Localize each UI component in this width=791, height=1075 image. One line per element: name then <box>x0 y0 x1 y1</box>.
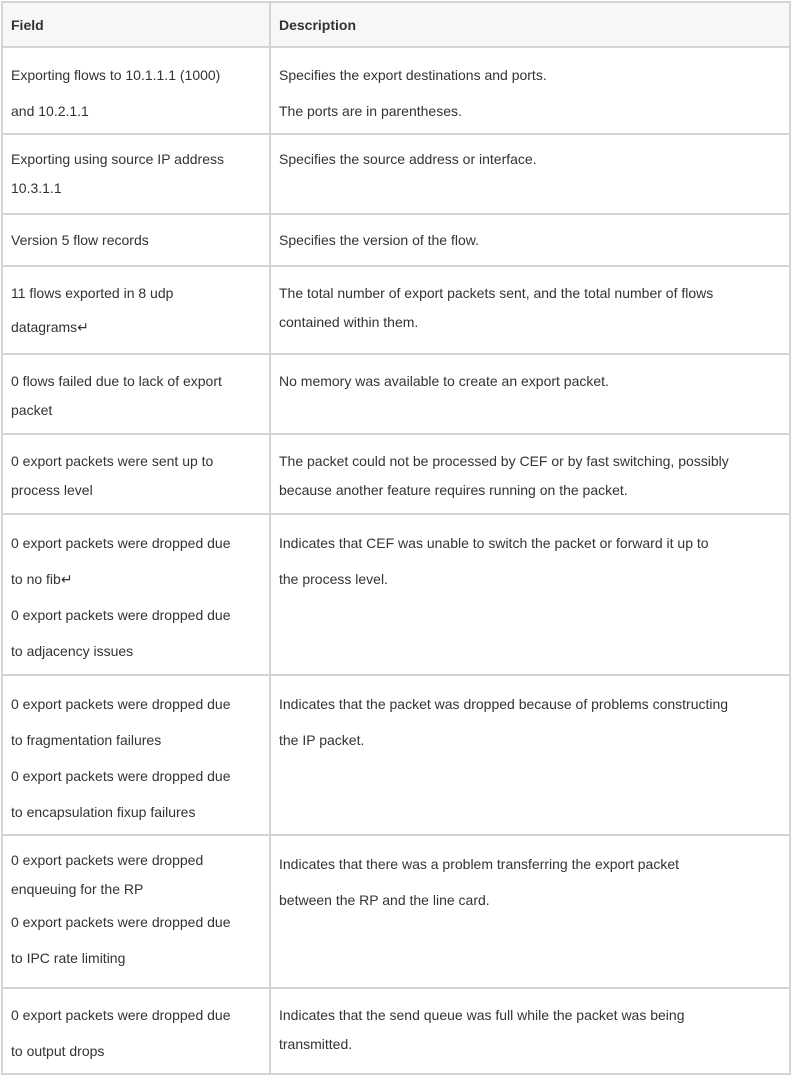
table-row <box>2 266 790 354</box>
field-header: Field <box>2 2 270 47</box>
description-cell: Indicates that the send queue was full while the packet was being transmitted. <box>270 988 790 1074</box>
table-row <box>2 514 790 675</box>
description-cell: Specifies the export destinations and ports. The ports are in parentheses. <box>270 47 790 134</box>
table-row <box>2 214 790 266</box>
field-cell: 0 export packets were dropped due to fragmentation failures 0 export packets were dropped due to encapsulation fixup failures <box>2 675 270 835</box>
table-row <box>2 675 790 835</box>
field-cell: Exporting using source IP address 10.3.1.1 <box>2 134 270 214</box>
field-cell: 0 export packets were dropped enqueuing for the RP 0 export packets were dropped due to IPC rate limiting <box>2 835 270 988</box>
description-cell: Specifies the version of the flow. <box>270 214 790 266</box>
header-row <box>2 2 790 47</box>
field-cell: 0 flows failed due to lack of export packet <box>2 354 270 434</box>
field-cell: 0 export packets were dropped due to no fib↵ 0 export packets were dropped due to adjacency issues <box>2 514 270 675</box>
description-cell: No memory was available to create an export packet. <box>270 354 790 434</box>
description-cell: Specifies the source address or interface. <box>270 134 790 214</box>
table-row <box>2 835 790 988</box>
field-cell: Exporting flows to 10.1.1.1 (1000) and 10.2.1.1 <box>2 47 270 134</box>
description-header: Description <box>270 2 790 47</box>
table-row <box>2 988 790 1074</box>
table-row <box>2 134 790 214</box>
field-cell: 0 export packets were sent up to process level <box>2 434 270 514</box>
description-cell: The packet could not be processed by CEF or by fast switching, possibly because another feature requires running on the packet. <box>270 434 790 514</box>
table-row <box>2 354 790 434</box>
table-row <box>2 47 790 134</box>
field-cell: Version 5 flow records <box>2 214 270 266</box>
field-cell: 11 flows exported in 8 udp datagrams↵ <box>2 266 270 354</box>
field-cell: 0 export packets were dropped due to output drops <box>2 988 270 1074</box>
description-cell: Indicates that CEF was unable to switch the packet or forward it up to the process level. <box>270 514 790 675</box>
field-description-table <box>1 1 791 1075</box>
description-cell: Indicates that the packet was dropped because of problems constructing the IP packet. <box>270 675 790 835</box>
description-cell: The total number of export packets sent, and the total number of flows contained within them. <box>270 266 790 354</box>
table-row <box>2 434 790 514</box>
description-cell: Indicates that there was a problem transferring the export packet between the RP and the line card. <box>270 835 790 988</box>
